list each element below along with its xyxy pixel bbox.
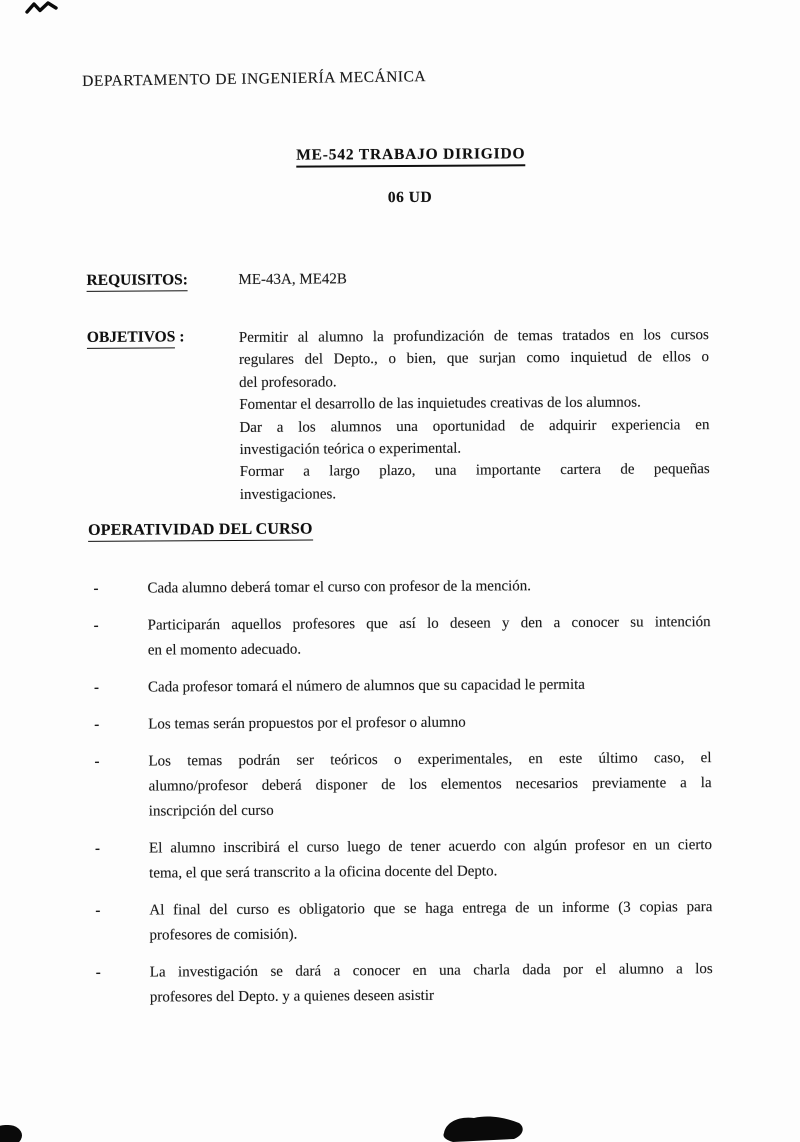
list-dash: - [93,679,100,696]
scan-artifact-bottom-center [441,1114,527,1142]
item-line: alumno/profesor deberá disponer de los elementos necesarios previamente a la [148,775,712,795]
objetivos-paragraphs [239,324,710,506]
list-item [94,610,711,664]
department-header: DEPARTAMENTO DE INGENIERÍA MECÁNICA [82,68,427,90]
list-dash: - [93,617,99,634]
objetivos-line: Permitir al alumno la profundización de temas tratados en los cursos [238,327,709,346]
list-item [94,746,711,825]
requisitos-colon: : [182,271,188,289]
objetivos-line: del profesorado. [239,374,337,391]
operatividad-list [93,573,713,1023]
objetivos-line: Formar a largo plazo, una importante cartera de pequeñas [239,461,710,481]
item-line: Los temas serán propuestos por el profesor o alumno [148,714,466,733]
item-line: Cada alumno deberá tomar el curso con profesor de la mención. [147,578,532,597]
list-item [95,895,712,949]
requisitos-label [86,271,187,290]
list-item [95,833,712,887]
list-dash: - [94,716,100,733]
requisitos-label-text: REQUISITOS: [86,271,187,291]
objetivos-label [87,328,185,347]
item-line: El alumno inscribirá el curso luego de tener acuerdo con algún profesor en un cierto [148,837,713,857]
item-line: en el momento adecuado. [147,641,302,659]
objetivos-colon: : [179,328,185,346]
item-line: profesores del Depto. y a quienes deseen asistir [149,987,435,1006]
requisitos-value: ME-43A, ME42B [238,271,347,288]
list-dash: - [94,840,101,857]
list-dash: - [93,580,99,597]
course-title [296,145,525,164]
item-line: tema, el que será transcrito a la oficina docente del Depto. [149,863,498,882]
list-item [93,573,710,602]
objetivos-line: Fomentar el desarrollo de las inquietudes creativas de los alumnos. [239,394,641,414]
operatividad-heading [88,521,313,540]
course-units: 06 UD [387,188,433,207]
item-line: profesores de comisión). [149,926,298,944]
objetivos-line: investigación teórica o experimental. [239,440,462,459]
item-line: Participarán aquellos profesores que así lo deseen y den a conocer su intención [147,614,711,634]
item-line: inscripción del curso [148,802,274,820]
list-item [94,709,711,738]
item-line: Los temas podrán ser teóricos o experimentales, en este último caso, el [148,750,712,770]
item-line: La investigación se dará a conocer en una charla dada por el alumno a los [149,961,713,981]
objetivos-line: investigaciones. [239,486,337,503]
course-title-text: ME-542 TRABAJO DIRIGIDO [296,145,525,167]
operatividad-heading-text: OPERATIVIDAD DEL CURSO [88,521,313,542]
objetivos-line: regulares del Depto., o bien, que surjan como inquietud de ellos o [238,349,710,369]
objetivos-line: Dar a los alumnos una oportunidad de adquirir experiencia en [239,416,710,436]
item-line: Al final del curso es obligatorio que se haga entrega de un informe (3 copias para [149,899,713,919]
list-dash: - [94,753,100,770]
list-dash: - [95,964,101,981]
scan-artifact-top-left [25,1,59,15]
objetivos-label-text: OBJETIVOS [87,328,176,348]
list-dash: - [95,902,101,919]
item-line: Cada profesor tomará el número de alumnos que su capacidad le permita [147,676,585,696]
list-item [96,957,713,1011]
list-item [94,672,711,701]
